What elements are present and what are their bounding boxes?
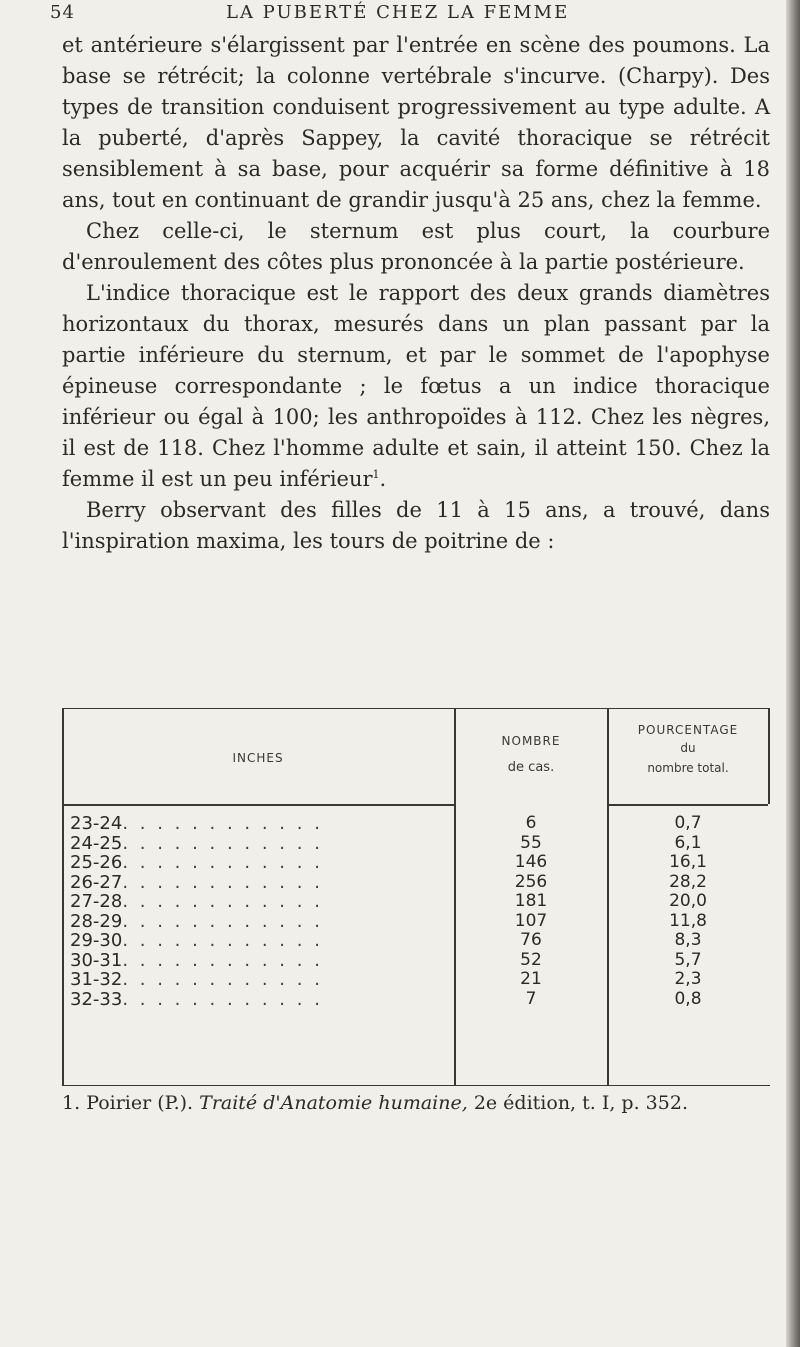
cell-count: 21: [520, 969, 542, 989]
cell-inches: 30-31: [70, 949, 123, 971]
page-edge: [786, 0, 800, 1347]
header-percentage: [608, 723, 768, 775]
cell-pct: 28,2: [669, 871, 707, 892]
cell-count: 107: [514, 910, 548, 931]
cell-pct: 11,8: [669, 910, 707, 931]
table-row: [70, 834, 450, 854]
cell-count: 52: [520, 949, 542, 970]
body-text: [62, 30, 770, 557]
footnote-title: Traité d'Anatomie humaine,: [199, 1092, 468, 1114]
paragraph-2: Chez celle-ci, le sternum est plus court, la courbure d'enroulement des côtes plus prononcée à la partie postérieure.: [62, 219, 770, 274]
table-row: [70, 912, 450, 932]
leader-dots: . . . . . . . . . . . .: [122, 930, 323, 951]
header-inches: INCHES: [232, 751, 284, 765]
leader-dots: . . . . . . . . . . . .: [122, 949, 323, 971]
cell-inches: 27-28: [70, 891, 123, 912]
table-border-right: [768, 709, 770, 804]
leader-dots: . . . . . . . . . . . .: [122, 969, 323, 990]
cell-pct: 16,1: [669, 852, 707, 872]
header-rule-1: [62, 804, 454, 806]
table-row: [70, 951, 450, 971]
cell-count: 7: [525, 988, 537, 1009]
leader-dots: . . . . . . . . . . . .: [122, 891, 323, 912]
table-border-left: [62, 709, 64, 1085]
header-pct-line1: POURCENTAGE: [637, 723, 739, 737]
cell-inches: 32-33: [70, 988, 123, 1010]
cell-inches: 24-25: [70, 832, 123, 854]
cell-inches: 31-32: [70, 969, 123, 990]
table-row: [70, 853, 450, 873]
leader-dots: . . . . . . . . . . . .: [122, 852, 323, 873]
leader-dots: . . . . . . . . . . . .: [122, 988, 323, 1010]
cell-count: 146: [514, 852, 548, 872]
footnote: [62, 1092, 770, 1114]
column-count: [455, 814, 607, 1009]
cell-pct: 20,0: [669, 891, 707, 911]
header-count-line1: NOMBRE: [501, 734, 561, 748]
leader-dots: . . . . . . . . . . . .: [122, 832, 323, 854]
leader-dots: . . . . . . . . . . . .: [122, 910, 323, 932]
cell-pct: 0,8: [674, 988, 702, 1009]
cell-inches: 28-29: [70, 910, 123, 932]
table-row: [70, 970, 450, 990]
leader-dots: . . . . . . . . . . . .: [122, 871, 323, 893]
cell-pct: 6,1: [674, 832, 702, 853]
measurement-table: [62, 708, 770, 1086]
footnote-marker: 1: [372, 468, 380, 481]
page-number: 54: [50, 2, 75, 23]
cell-inches: 26-27: [70, 871, 123, 893]
leader-dots: . . . . . . . . . . . .: [122, 813, 323, 834]
cell-count: 181: [514, 891, 548, 911]
cell-pct: 8,3: [674, 930, 702, 950]
header-count-line2: de cas.: [507, 760, 555, 775]
header-count: [455, 734, 607, 775]
table-row: [70, 892, 450, 912]
column-percentage: [608, 814, 768, 1009]
cell-inches: 23-24: [70, 813, 123, 834]
cell-count: 76: [520, 930, 542, 950]
cell-inches: 25-26: [70, 852, 123, 873]
cell-inches: 29-30: [70, 930, 123, 951]
paragraph-3-text: L'indice thoracique est le rapport des deux grands diamètres horizontaux du thorax, mesurés dans un plan passant par la partie inférieure du sternum, et par le sommet de l'apophyse épineuse correspondante ; le fœtus a un indice thoracique inférieur ou égal à 100; les anthropoïdes à 112. Chez les nègres, il est de 118. Chez l'homme adulte et sain, il atteint 150. Chez la femme il est un peu inférieur: [62, 281, 770, 491]
table-row: [70, 931, 450, 951]
running-title: LA PUBERTÉ CHEZ LA FEMME: [226, 2, 570, 23]
paragraph-3: L'indice thoracique est le rapport des deux grands diamètres horizontaux du thorax, mesurés dans un plan passant par la partie inférieure du sternum, et par le sommet de l'apophyse épineuse correspondante ; le fœtus a un indice thoracique inférieur ou égal à 100; les anthropoïdes à 112. Chez les nègres, il est de 118. Chez l'homme adulte et sain, il atteint 150. Chez la femme il est un peu inférieur$^1$.: [62, 281, 770, 491]
footnote-number: 1.: [62, 1092, 81, 1114]
paragraph-1: et antérieure s'élargissent par l'entrée en scène des poumons. La base se rétrécit; la colonne vertébrale s'incurve. (Charpy). Des types de transition conduisent progressivement au type adulte. A la puberté, d'après Sappey, la cavité thoracique se rétrécit sensiblement à sa base, pour acquérir sa forme définitive à 18 ans, tout en continuant de grandir jusqu'à 25 ans, chez la femme.: [62, 33, 770, 212]
cell-pct: 5,7: [674, 949, 702, 970]
cell-count: 256: [514, 871, 548, 892]
cell-count: 55: [520, 832, 542, 853]
table-row: [70, 873, 450, 893]
header-pct-line3: nombre total.: [647, 761, 729, 775]
page-header: [50, 2, 770, 26]
table-row: [70, 814, 450, 834]
cell-pct: 2,3: [674, 969, 702, 989]
footnote-rest: 2e édition, t. I, p. 352.: [473, 1092, 688, 1114]
table-row: [70, 990, 450, 1010]
paragraph-4: Berry observant des filles de 11 à 15 ans, a trouvé, dans l'inspiration maxima, les tours de poitrine de :: [62, 498, 770, 553]
cell-pct: 0,7: [674, 813, 702, 833]
header-pct-line2: du: [680, 741, 696, 755]
cell-count: 6: [525, 813, 537, 833]
footnote-author: Poirier (P.).: [86, 1092, 194, 1114]
header-rule-2: [607, 804, 768, 806]
column-inches: [70, 814, 450, 1009]
